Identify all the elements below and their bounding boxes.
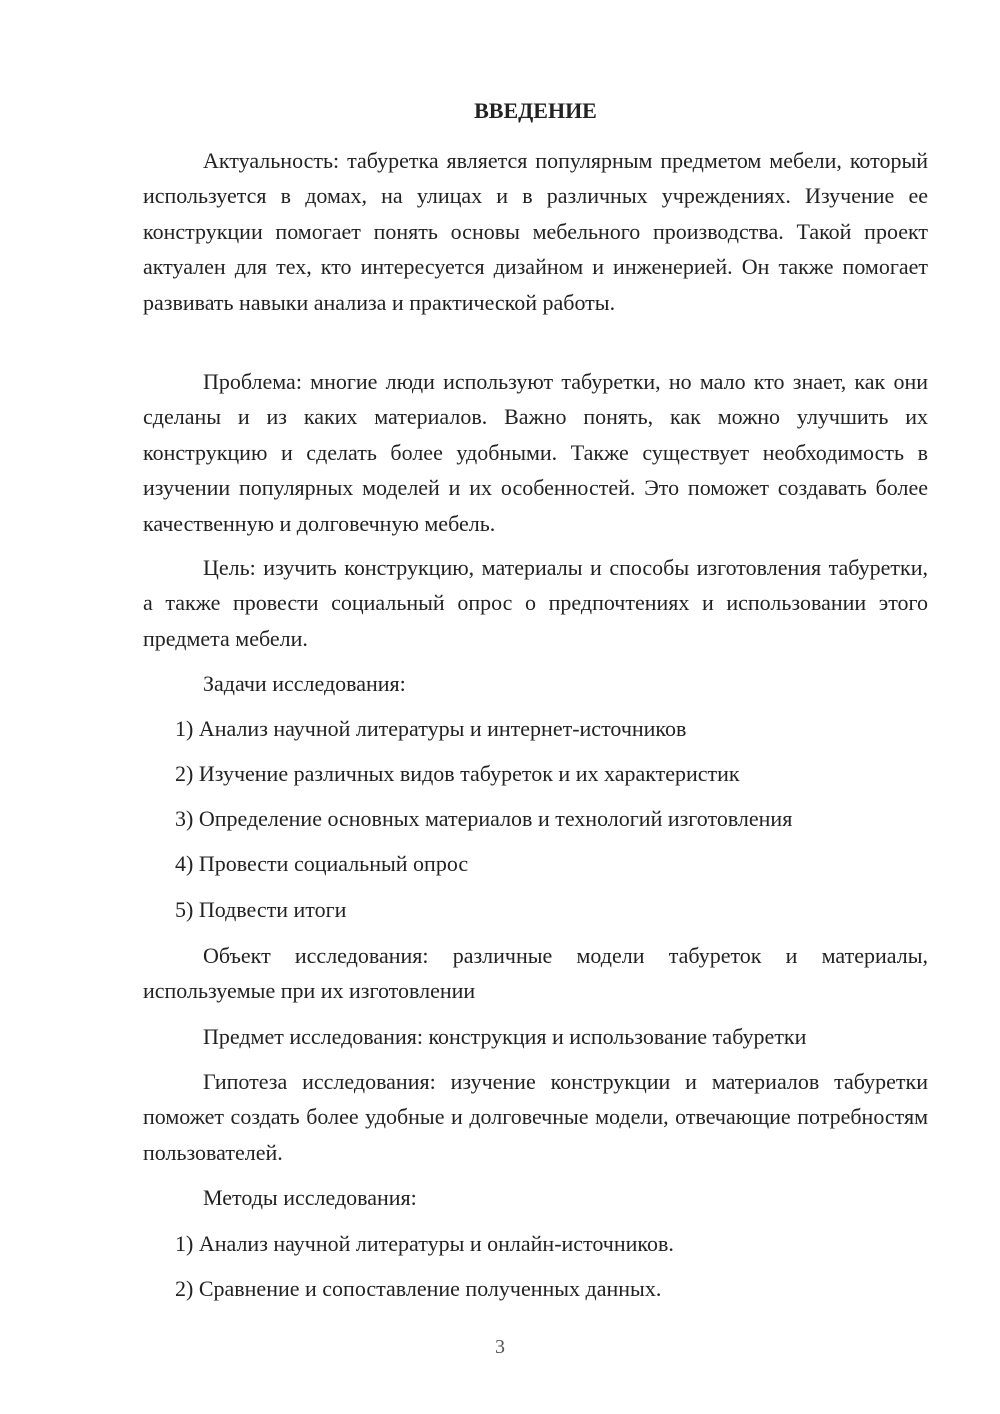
object-paragraph: Объект исследования: различные модели табуреток и материалы, используемые при их изготовлении [143, 943, 928, 1004]
tasks-title: Задачи исследования: [203, 671, 406, 696]
section-heading: ВВЕДЕНИЕ [474, 98, 597, 123]
problem-paragraph: Проблема: многие люди используют табуретки, но мало кто знает, как они сделаны и из каких материалов. Важно понять, как можно улучшить их конструкцию и сделать более удобными. Также существует необходимость в изучении популярных моделей и их особенностей. Это поможет создавать более качественную и долговечную мебель. [143, 369, 928, 536]
task-item: 1) Анализ научной литературы и интернет-источников [175, 716, 687, 741]
methods-title: Методы исследования: [203, 1185, 417, 1210]
task-item: 3) Определение основных материалов и технологий изготовления [175, 806, 793, 831]
subject-paragraph: Предмет исследования: конструкция и использование табуретки [203, 1024, 807, 1049]
method-item: 1) Анализ научной литературы и онлайн-источников. [175, 1231, 674, 1256]
method-item: 2) Сравнение и сопоставление полученных данных. [175, 1276, 662, 1301]
goal-paragraph: Цель: изучить конструкцию, материалы и способы изготовления табуретки, а также провести социальный опрос о предпочтениях и использовании этого предмета мебели. [143, 555, 928, 651]
hypothesis-paragraph: Гипотеза исследования: изучение конструкции и материалов табуретки поможет создать более удобные и долговечные модели, отвечающие потребностям пользователей. [143, 1069, 928, 1165]
task-item: 5) Подвести итоги [175, 897, 347, 922]
task-item: 4) Провести социальный опрос [175, 851, 469, 876]
task-item: 2) Изучение различных видов табуреток и их характеристик [175, 761, 740, 786]
page-number: 3 [495, 1336, 505, 1358]
relevance-paragraph: Актуальность: табуретка является популярным предметом мебели, который используется в домах, на улицах и в различных учреждениях. Изучение ее конструкции помогает понять основы мебельного производства. Такой проект актуален для тех, кто интересуется дизайном и инженерией. Он также помогает развивать навыки анализа и практической работы. [143, 148, 928, 315]
